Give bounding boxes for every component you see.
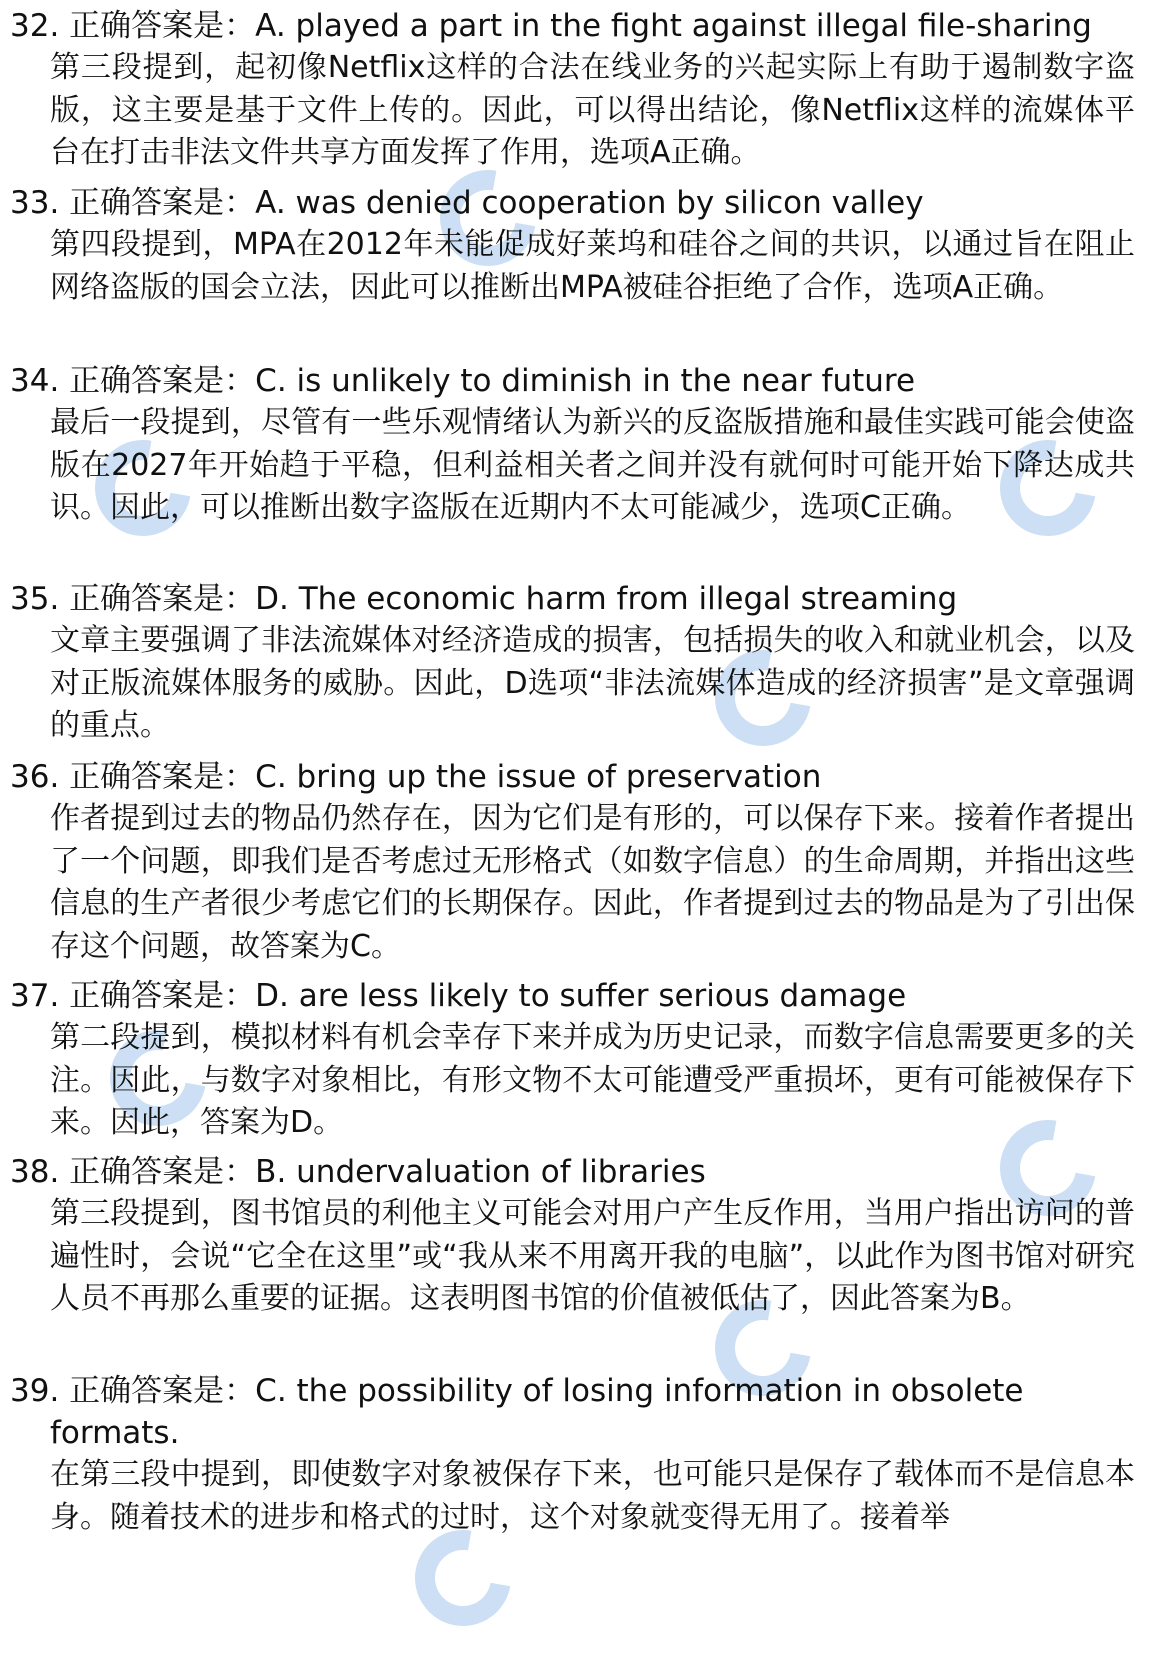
explanation: 第四段提到，MPA在2012年未能促成好莱坞和硅谷之间的共识，以通过旨在阻止网络盗版的国会立法，因此可以推断出MPA被硅谷拒绝了合作，选项A正确。 — [50, 227, 1135, 305]
explanation: 最后一段提到，尽管有一些乐观情绪认为新兴的反盗版措施和最佳实践可能会使盗版在2027年开始趋于平稳，但利益相关者之间并没有就何时可能开始下降达成共识。因此，可以推断出数字盗版在近期内不太可能减少，选项C正确。 — [50, 405, 1135, 525]
question-line — [10, 5, 1135, 47]
answer-prefix: 正确答案是： — [69, 185, 256, 221]
explanation: 第三段提到，图书馆员的利他主义可能会对用户产生反作用，当用户指出访问的普遍性时，会说“它全在这里”或“我从来不用离开我的电脑”，以此作为图书馆对研究人员不再那么重要的证据。这表明图书馆的价值被低估了，因此答案为B。 — [50, 1196, 1135, 1316]
correct-answer: A. was denied cooperation by silicon valley — [255, 185, 924, 221]
question-line — [10, 1151, 1135, 1193]
correct-answer: C. bring up the issue of preservation — [255, 759, 822, 795]
question-number: 39. — [10, 1373, 60, 1409]
correct-answer-continuation: formats. — [50, 1415, 180, 1451]
question-number: 38. — [10, 1154, 60, 1190]
answer-prefix: 正确答案是： — [69, 1154, 256, 1190]
explanation: 第三段提到，起初像Netflix这样的合法在线业务的兴起实际上有助于遏制数字盗版，这主要是基于文件上传的。因此，可以得出结论，像Netflix这样的流媒体平台在打击非法文件共享方面发挥了作用，选项A正确。 — [50, 50, 1135, 170]
qa-item-37 — [10, 975, 1135, 1145]
answer-prefix: 正确答案是： — [69, 978, 256, 1014]
correct-answer: B. undervaluation of libraries — [255, 1154, 706, 1190]
question-line — [10, 756, 1135, 798]
question-number: 35. — [10, 581, 60, 617]
correct-answer: A. played a part in the fight against illegal file-sharing — [255, 8, 1092, 44]
question-number: 37. — [10, 978, 60, 1014]
question-line — [10, 360, 1135, 402]
answer-prefix: 正确答案是： — [69, 363, 256, 399]
question-number: 36. — [10, 759, 60, 795]
answer-prefix: 正确答案是： — [69, 1373, 256, 1409]
question-line — [10, 578, 1135, 620]
correct-answer: C. is unlikely to diminish in the near future — [255, 363, 916, 399]
question-number: 33. — [10, 185, 60, 221]
question-line — [10, 1370, 1135, 1412]
question-number: 32. — [10, 8, 60, 44]
question-number: 34. — [10, 363, 60, 399]
answer-prefix: 正确答案是： — [69, 8, 256, 44]
correct-answer: D. The economic harm from illegal streaming — [255, 581, 958, 617]
qa-item-36 — [10, 756, 1135, 968]
explanation: 第二段提到，模拟材料有机会幸存下来并成为历史记录，而数字信息需要更多的关注。因此，与数字对象相比，有形文物不太可能遭受严重损坏，更有可能被保存下来。因此，答案为D。 — [50, 1020, 1135, 1140]
answer-prefix: 正确答案是： — [69, 759, 256, 795]
qa-item-38 — [10, 1151, 1135, 1321]
explanation: 文章主要强调了非法流媒体对经济造成的损害，包括损失的收入和就业机会，以及对正版流媒体服务的威胁。因此，D选项“非法流媒体造成的经济损害”是文章强调的重点。 — [50, 623, 1135, 743]
correct-answer: C. the possibility of losing information in obsolete — [255, 1373, 1024, 1409]
qa-item-33 — [10, 182, 1135, 309]
qa-item-34 — [10, 360, 1135, 530]
question-line — [10, 182, 1135, 224]
correct-answer: D. are less likely to suffer serious damage — [255, 978, 907, 1014]
answer-prefix: 正确答案是： — [69, 581, 256, 617]
qa-item-32 — [10, 5, 1135, 175]
explanation: 在第三段中提到，即使数字对象被保存下来，也可能只是保存了载体而不是信息本身。随着技术的进步和格式的过时，这个对象就变得无用了。接着举 — [50, 1457, 1135, 1535]
question-line — [10, 975, 1135, 1017]
qa-item-35 — [10, 578, 1135, 748]
qa-item-39 — [10, 1370, 1135, 1539]
explanation: 作者提到过去的物品仍然存在，因为它们是有形的，可以保存下来。接着作者提出了一个问题，即我们是否考虑过无形格式（如数字信息）的生命周期，并指出这些信息的生产者很少考虑它们的长期保存。因此，作者提到过去的物品是为了引出保存这个问题，故答案为C。 — [50, 801, 1135, 964]
